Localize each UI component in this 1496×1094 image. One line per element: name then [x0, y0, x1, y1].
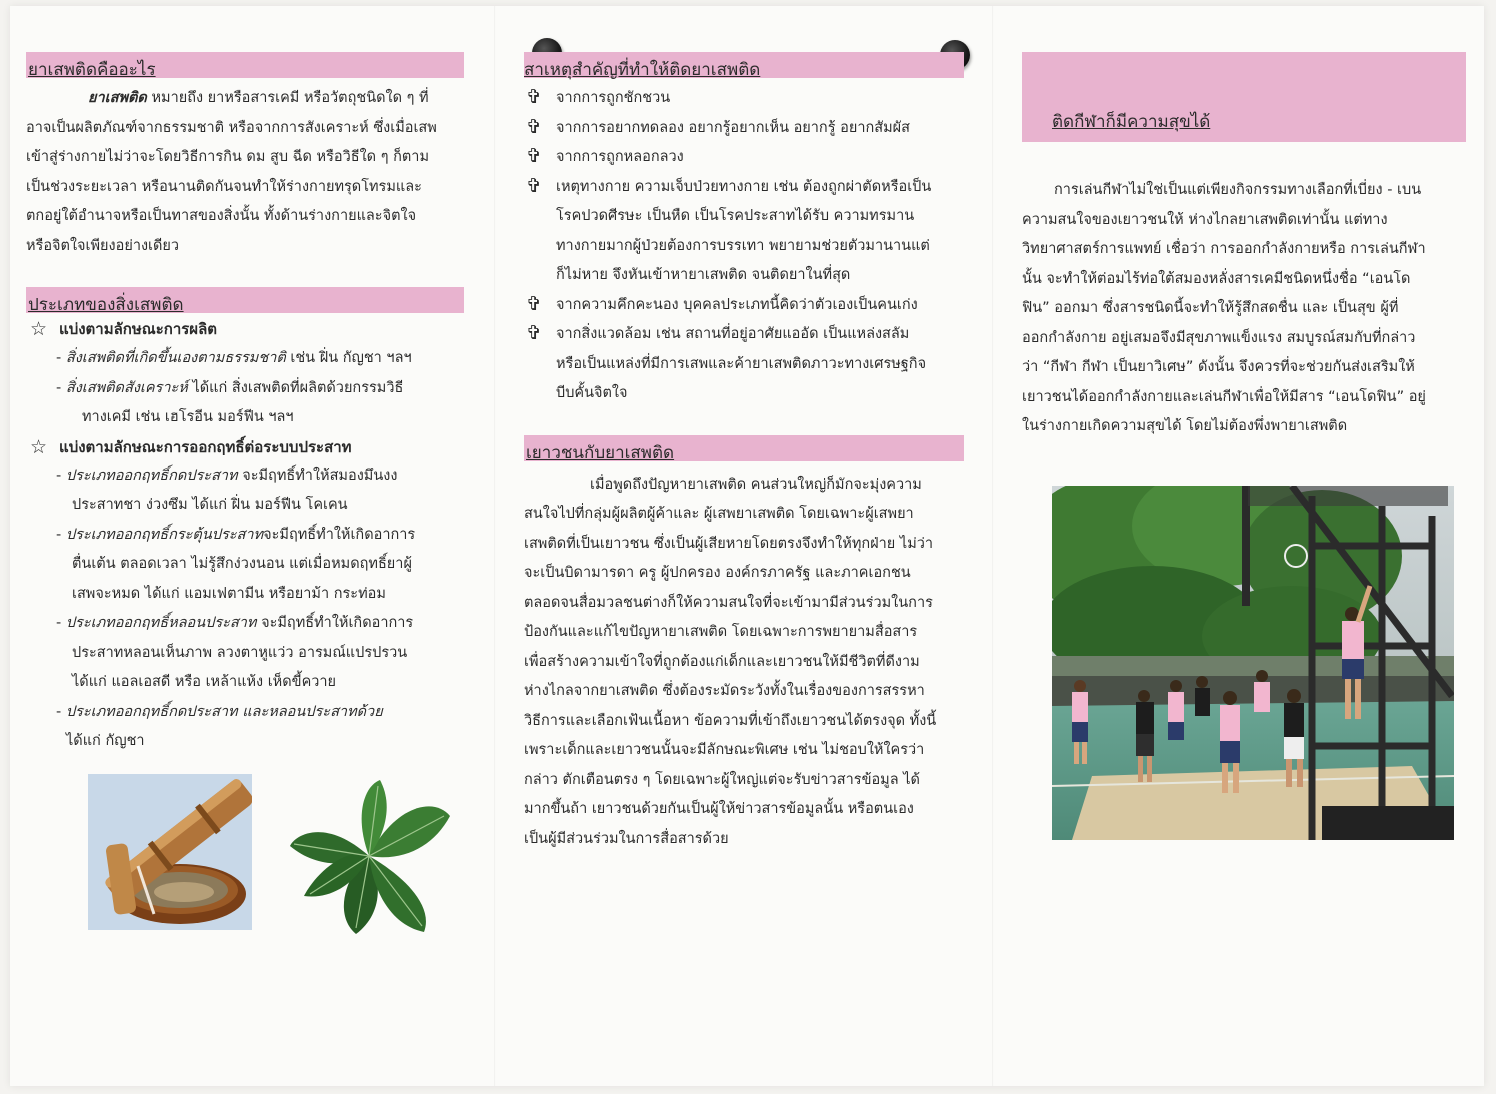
list-item: - ประเภทออกฤทธิ์หลอนประสาท จะมีฤทธิ์ทำให้เกิดอาการ — [56, 615, 414, 631]
list-item-continuation: ได้แก่ แอลเอสดี หรือ เหล้าแห้ง เห็ดขี้ควาย — [72, 674, 337, 690]
paragraph-line: เมื่อพูดถึงปัญหายาเสพติด คนส่วนใหญ่ก็มักจะมุ่งความ — [590, 476, 922, 493]
paragraph-line: ตลอดจนสื่อมวลชนต่างก็ให้ความสนใจที่จะเข้ามามีส่วนร่วมในการ — [524, 594, 933, 611]
definition-paragraph — [26, 84, 466, 261]
list-item: - ประเภทออกฤทธิ์กดประสาท และหลอนประสาทด้วย — [56, 703, 383, 720]
list-item-continuation: ทางเคมี เช่น เฮโรอีน มอร์ฟีน ฯลฯ — [82, 409, 294, 425]
youth-paragraph — [524, 471, 966, 855]
list-item: - ประเภทออกฤทธิ์กระตุ้นประสาทจะมีฤทธิ์ทำให้เกิดอาการ — [56, 526, 416, 543]
definition-line: อาจเป็นผลิตภัณฑ์จากธรรมชาติ หรือจากการสังเคราะห์ ซึ่งเมื่อเสพ — [26, 119, 437, 136]
definition-term: ยาเสพติด — [88, 90, 147, 106]
kratom-leaves-image — [284, 776, 454, 936]
list-item: ✞ จากการถูกหลอกลวง — [524, 143, 966, 173]
paragraph-line: ออกกำลังกาย อยู่เสมอจึงมีสุขภาพแข็งแรง สมบูรณ์สมกับที่กล่าว — [1022, 329, 1416, 346]
cross-icon: ✞ — [526, 86, 542, 108]
paragraph-line: ในร่างกายเกิดความสุขได้ โดยไม่ต้องพึ่งพายาเสพติด — [1022, 418, 1348, 434]
section-heading-what-is-drugs: ยาเสพติดคืออะไร — [26, 52, 464, 78]
section-heading-causes: สาเหตุสำคัญที่ทำให้ติดยาเสพติด — [524, 52, 964, 78]
bamboo-pipe-illustration — [88, 774, 252, 930]
definition-line: ตกอยู่ใต้อำนาจหรือเป็นทาสของสิ่งนั้น ทั้งด้านร่างกายและจิตใจ — [26, 208, 417, 224]
column-what-is-drugs — [26, 52, 466, 757]
paragraph-line: ฟิน” ออกมา ซึ่งสารชนิดนี้จะทำให้รู้สึกสดชื่น และ เป็นสุข ผู้ที่ — [1022, 300, 1399, 316]
list-item: ✞ จากความคึกคะนอง บุคคลประเภทนี้คิดว่าตัวเองเป็นคนเก่ง — [524, 291, 966, 321]
paragraph-line: เพราะเด็กและเยาวชนนั้นจะมีลักษณะพิเศษ เช่น ไม่ชอบให้ใครว่า — [524, 742, 925, 758]
list-item: ✞ จากการถูกชักชวน — [524, 84, 966, 114]
paragraph-line: เพื่อสร้างความเข้าใจที่ถูกต้องแก่เด็กและเยาวชนให้มีชีวิตที่ดีงาม — [524, 653, 920, 670]
paragraph-line: ป้องกันและแก้ไขปัญหายาเสพติด โดยเฉพาะการพยายามสื่อสาร — [524, 624, 918, 640]
star-icon: ☆ — [30, 318, 48, 340]
column-sports — [1022, 52, 1468, 442]
paragraph-line: เสพติดที่เป็นเยาวชน ซึ่งเป็นผู้เสียหายโดยตรงจึงทำให้ทุกฝ่าย ไม่ว่า — [524, 535, 934, 552]
list-item: ✞ จากการอยากทดลอง อยากรู้อยากเห็น อยากรู้ อยากสัมผัส — [524, 114, 966, 144]
column-causes-and-youth — [524, 52, 966, 854]
fold-line-right — [992, 6, 994, 1086]
cross-icon: ✞ — [526, 145, 542, 167]
paragraph-line: มากขึ้นถ้า เยาวชนด้วยกันเป็นผู้ให้ข่าวสารข้อมูลนั้น หรือตนเอง — [524, 801, 914, 817]
list-item-continuation: ตื่นเต้น ตลอดเวลา ไม่รู้สึกง่วงนอน แต่เมื่อหมดฤทธิ์ยาผู้ — [72, 556, 412, 572]
sports-paragraph — [1022, 176, 1468, 442]
cross-icon: ✞ — [526, 322, 542, 344]
list-item: ✞ จากสิ่งแวดล้อม เช่น สถานที่อยู่อาศัยแออัด เป็นแหล่งสลัม หรือเป็นแหล่งที่มีการเสพและค้ายาเสพติดภาวะทางเศรษฐกิจ บีบคั้นจิตใจ — [526, 322, 927, 401]
kratom-leaves-illustration — [284, 776, 454, 936]
drug-types-list — [26, 315, 466, 757]
paragraph-line: ความสนใจของเยาวชนให้ ห่างไกลยาเสพติดเท่านั้น แต่ทาง — [1022, 211, 1388, 228]
list-item: - สิ่งเสพติดที่เกิดขึ้นเองตามธรรมชาติ เช่น ฝิ่น กัญชา ฯลฯ — [56, 350, 412, 366]
definition-line: เป็นช่วงระยะเวลา หรือนานติดกันจนทำให้ร่างกายทรุดโทรมและ — [26, 178, 422, 195]
list-item: - สิ่งเสพติดสังเคราะห์ ได้แก่ สิ่งเสพติดที่ผลิตด้วยกรรมวิธี — [56, 379, 404, 396]
list-item: - ประเภทออกฤทธิ์กดประสาท จะมีฤทธิ์ทำให้สมองมึนงง — [56, 467, 398, 484]
list-item-continuation: ได้แก่ กัญชา — [66, 733, 145, 749]
definition-line: หรือจิตใจเพียงอย่างเดียว — [26, 237, 180, 254]
star-icon: ☆ — [30, 435, 48, 458]
basketball-photo — [1052, 486, 1454, 840]
causes-list — [524, 84, 966, 409]
paragraph-line: ว่า “กีฬา กีฬา เป็นยาวิเศษ” ดังนั้น จึงควรที่จะช่วยกันส่งเสริมให้ — [1022, 359, 1415, 375]
paragraph-line: เยาวชนได้ออกกำลังกายและเล่นกีฬาเพื่อให้มีสาร “เอนโดฟิน” อยู่ — [1022, 388, 1426, 405]
paragraph-line: ห่างไกลจากยาเสพติด ซึ่งต้องระมัดระวังทั้งในเรื่องของการสรรหา — [524, 683, 925, 699]
paragraph-line: วิธีการและเลือกเฟ้นเนื้อหา ข้อความที่เข้าถึงเยาวชนได้ตรงจุด ทั้งนี้ — [524, 712, 937, 729]
section-heading-drug-types: ประเภทของสิ่งเสพติด — [26, 287, 464, 313]
basketball-scene-illustration — [1052, 486, 1454, 840]
group-by-effect: ☆ แบ่งตามลักษณะการออกฤทธิ์ต่อระบบประสาท — [30, 433, 466, 462]
paragraph-line: นั้น จะทำให้ต่อมไร้ท่อใต้สมองหลั่งสารเคมีชนิดหนึ่งชื่อ “เอนโด — [1022, 270, 1411, 287]
list-item-continuation: ประสาทชา ง่วงซึม ได้แก่ ฝิ่น มอร์ฟีน โคเคน — [72, 497, 348, 513]
definition-line-1: ยาเสพติด หมายถึง ยาหรือสารเคมี หรือวัตถุชนิดใด ๆ ที่ — [88, 90, 429, 106]
list-item-continuation: ประสาทหลอนเห็นภาพ ลวงตาหูแว่ว อารมณ์แปรปรวน — [72, 644, 408, 661]
definition-line: เข้าสู่ร่างกายไม่ว่าจะโดยวิธีการกิน ดม สูบ ฉีด หรือวิธีใด ๆ ก็ตาม — [26, 149, 430, 165]
bamboo-pipe-image — [88, 774, 252, 930]
paragraph-line: สนใจไปที่กลุ่มผู้ผลิตผู้ค้าและ ผู้เสพยาเสพติด โดยเฉพาะผู้เสพยา — [524, 506, 914, 522]
paragraph-line: เป็นผู้มีส่วนร่วมในการสื่อสารด้วย — [524, 830, 729, 847]
group-by-production: ☆ แบ่งตามลักษณะการผลิต — [30, 315, 466, 344]
section-heading-youth: เยาวชนกับยาเสพติด — [524, 435, 964, 461]
paragraph-line: วิทยาศาสตร์การแพทย์ เชื่อว่า การออกกำลังกายหรือ การเล่นกีฬา — [1022, 241, 1426, 257]
cross-icon: ✞ — [526, 174, 542, 197]
list-item: ✞ เหตุทางกาย ความเจ็บป่วยทางกาย เช่น ต้องถูกผ่าตัดหรือเป็น โรคปวดศีรษะ เป็นหืด เป็นโรคประสาทได้รับ ความทรมาน ทางกายมากผู้ป่วยต้องการบรรเทา พยายามช่วยตัวมานานแต่ ก็ไม่หาย จึงหันเข้าหายาเสพติด จนติดยาในที่สุด — [526, 174, 932, 283]
list-item-continuation: เสพจะหมด ได้แก่ แอมเฟตามีน หรือยาม้า กระท่อม — [72, 585, 386, 602]
cross-icon: ✞ — [526, 292, 542, 315]
fold-line-left — [494, 6, 496, 1086]
section-heading-sports: ติดกีฬาก็มีความสุขได้ — [1022, 52, 1466, 142]
paragraph-line: จะเป็นบิดามารดา ครู ผู้ปกครอง องค์กรภาครัฐ และภาคเอกชน — [524, 565, 911, 581]
paragraph-line: การเล่นกีฬาไม่ใช่เป็นแต่เพียงกิจกรรมทางเลือกที่เบี่ยง - เบน — [1054, 182, 1422, 198]
cross-icon: ✞ — [526, 115, 542, 138]
paragraph-line: กล่าว ตักเตือนตรง ๆ โดยเฉพาะผู้ใหญ่แต่จะรับข่าวสารข้อมูล ได้ — [524, 771, 920, 788]
